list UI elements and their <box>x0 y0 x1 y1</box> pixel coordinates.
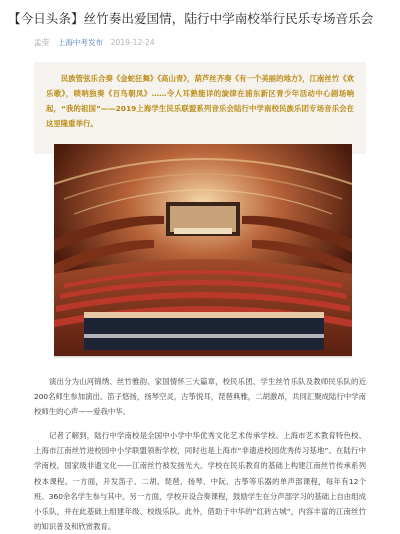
article-paragraph: 演出分为山河锦绣、丝竹雅韵、家国情怀三大篇章，校民乐团、学生丝竹乐队及教师民乐队的近200名师生参加演出。笛子悠扬，扬琴空灵，古筝悦耳，琵琶典雅，二胡激昂，共同汇聚成陆行中学南校师生的心声——爱我中华。 <box>34 377 366 417</box>
performer-group <box>84 312 324 350</box>
article-meta <box>34 36 155 50</box>
author-name: 孟莹 <box>34 38 50 47</box>
photo-bottom-edge <box>54 356 352 359</box>
concert-hall-photo <box>54 144 352 356</box>
intro-highlight-box <box>34 62 366 154</box>
article-title: 【今日头条】丝竹奏出爱国情，陆行中学南校举行民乐专场音乐会 <box>8 11 374 26</box>
intro-text: 民族管弦乐合奏《金蛇狂舞》《高山青》，葫芦丝齐奏《有一个美丽的地方》，江南丝竹《欢乐歌》，唢呐独奏《百鸟朝凤》……令人耳熟能详的旋律在浦东新区青少年活动中心剧场响起，“我的祖国”——2019上海学生民乐联盟系列音乐会陆行中学南校民族乐团专场音乐会在这里隆重举行。 <box>46 74 354 128</box>
article-paragraph: 记者了解到，陆行中学南校是全国中小学中华优秀文化艺术传承学校、上海市艺术教育特色校、上海市江南丝竹进校园中小学联盟领衔学校，同时也是上海市“非遗进校园优秀传习基地”。在陆行中学南校，国家级非遗文化——江南丝竹被发扬光大。学校在民乐教育的基础上构建江南丝竹传承系列校本课程。一方面，开发笛子、二胡、琵琶、扬琴、中阮、古筝等乐器的单声部课程，每年有12个班、360余名学生参与其中。另一方面，学校开设合奏课程，鼓励学生在分声部学习的基础上自由组成小乐队，并在此基础上组建年级、校级乐队。此外，借助于中华的“红砖古城”，内容丰富的江南丝竹的知识普及和欣赏教育。 <box>34 431 366 532</box>
publish-date: 2019-12-24 <box>110 38 155 47</box>
source-account-link[interactable]: 上海中考发布 <box>57 38 104 47</box>
concert-hall-illustration <box>54 144 352 356</box>
